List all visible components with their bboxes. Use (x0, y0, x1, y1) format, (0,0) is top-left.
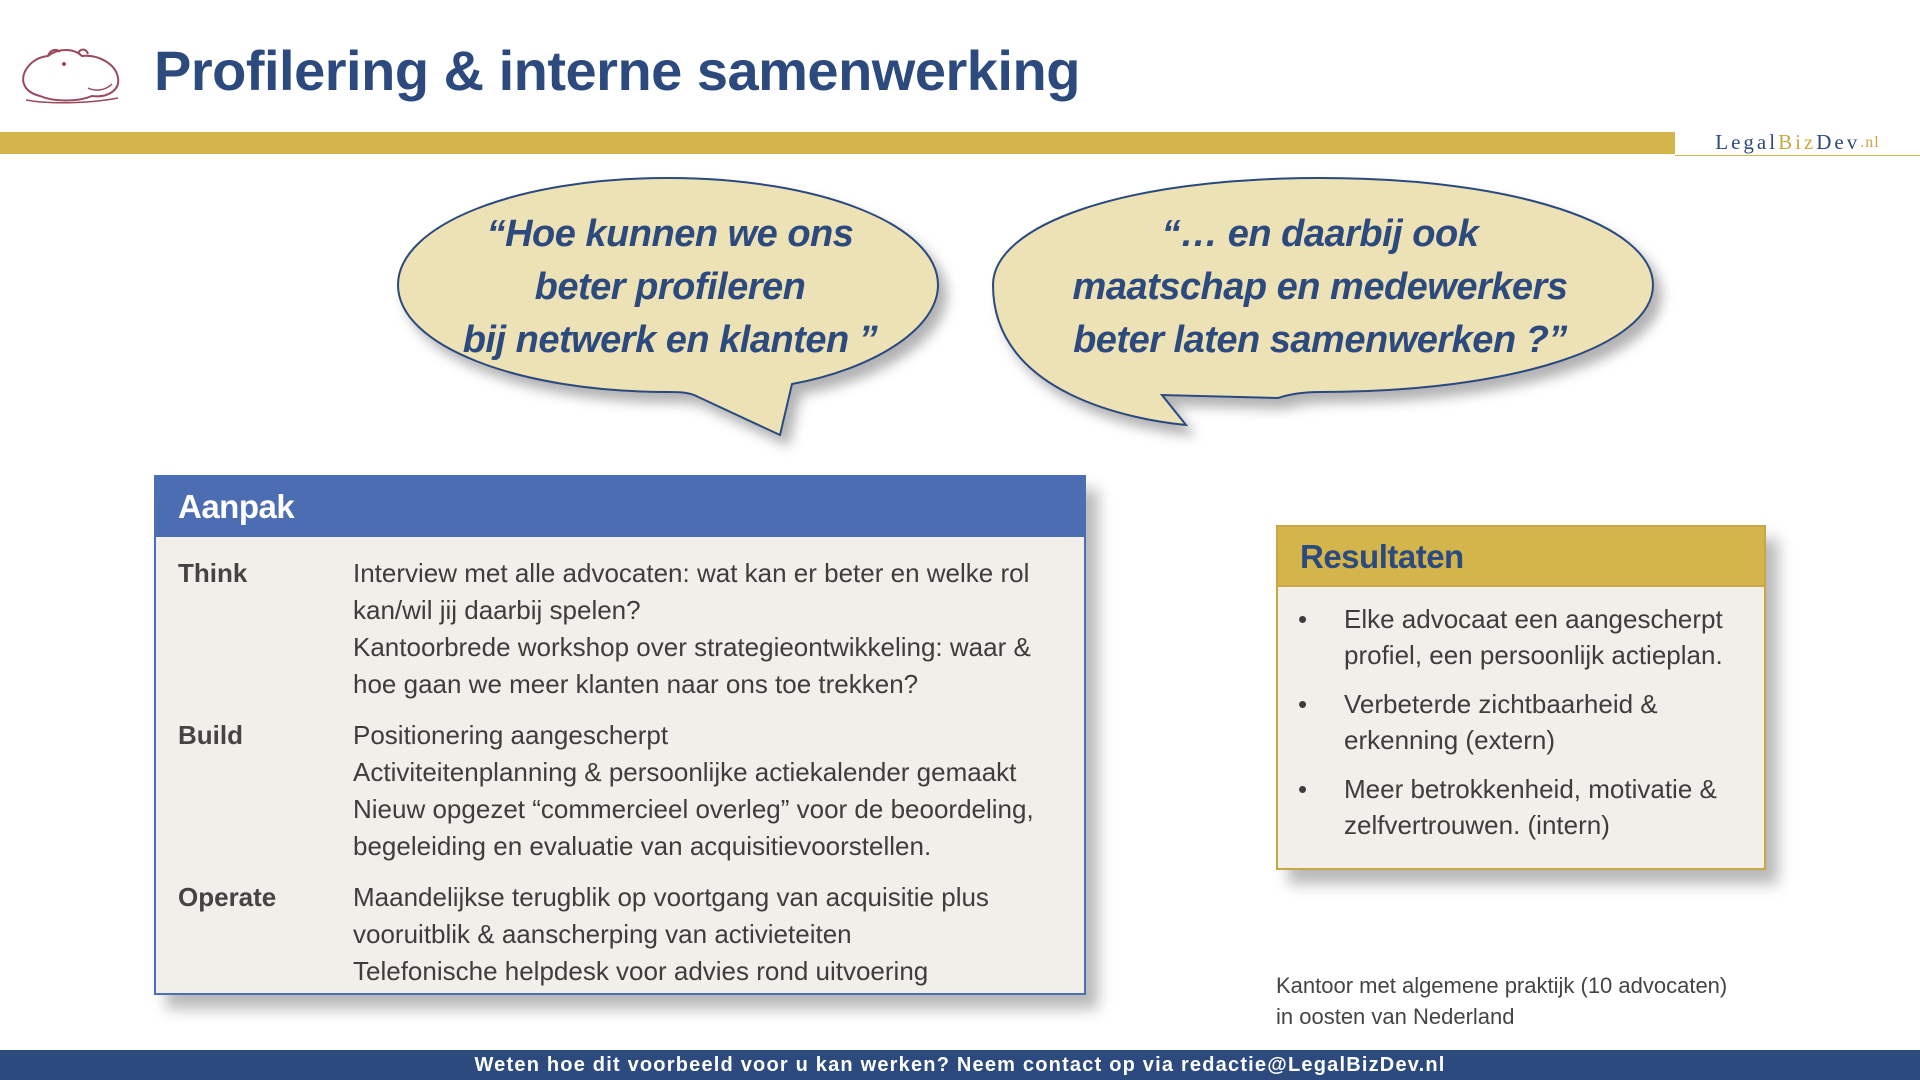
result-item (1298, 771, 1746, 843)
results-title: Resultaten (1278, 527, 1764, 587)
contact-footer: Weten hoe dit voorbeeld voor u kan werken? Neem contact op via redactie@LegalBizDev.nl (0, 1050, 1920, 1080)
step-line: kan/wil jij daarbij spelen? (353, 595, 641, 625)
step-label: Operate (178, 882, 277, 912)
brand-part-tld: .nl (1860, 133, 1880, 151)
step-label: Build (178, 720, 243, 750)
brand-part-legal: Legal (1715, 130, 1779, 154)
speech-bubble-left-text (420, 208, 920, 367)
step-line: Telefonische helpdesk voor advies rond uitvoering (353, 956, 929, 986)
footnote-line: Kantoor met algemene praktijk (10 advocaten) (1276, 973, 1728, 998)
result-item (1298, 601, 1746, 673)
result-line: Meer betrokkenheid, motivatie & (1344, 774, 1717, 804)
bubble-left-line: bij netwerk en klanten ” (462, 319, 878, 361)
step-line: begeleiding en evaluatie van acquisitievoorstellen. (353, 831, 932, 861)
bubble-left-line: beter profileren (534, 266, 806, 308)
bullet-icon: • (1298, 689, 1308, 719)
approach-panel (154, 475, 1086, 995)
brand-part-biz: Biz (1778, 130, 1817, 154)
step-line: Nieuw opgezet “commercieel overleg” voor de beoordeling, (353, 794, 1034, 824)
speech-bubble-right-text (1020, 208, 1620, 367)
result-line: zelfvertrouwen. (intern) (1344, 810, 1610, 840)
step-label: Think (178, 558, 248, 588)
footnote-line: in oosten van Nederland (1276, 1004, 1515, 1029)
page-title: Profilering & interne samenwerking (154, 39, 1080, 102)
step-line: Interview met alle advocaten: wat kan er beter en welke rol (353, 558, 1030, 588)
brand-part-dev: Dev (1816, 130, 1861, 154)
result-item (1298, 686, 1746, 758)
result-line: Verbeterde zichtbaarheid & (1344, 689, 1658, 719)
bubble-left-line: “Hoe kunnen we ons (486, 213, 854, 255)
brand-logo (1675, 130, 1920, 156)
step-line: vooruitblik & aanscherping van activieteiten (353, 919, 852, 949)
bubble-right-line: maatschap en medewerkers (1072, 266, 1568, 308)
hippo-logo-icon (18, 44, 122, 106)
step-think (178, 555, 1062, 703)
results-panel (1276, 525, 1766, 870)
step-line: Kantoorbrede workshop over strategieontwikkeling: waar & (353, 632, 1031, 662)
result-line: profiel, een persoonlijk actieplan. (1344, 640, 1723, 670)
bubble-right-line: “… en daarbij ook (1161, 213, 1479, 255)
result-line: erkenning (extern) (1344, 725, 1555, 755)
bubble-right-line: beter laten samenwerken ?” (1073, 319, 1567, 361)
result-line: Elke advocaat een aangescherpt (1344, 604, 1723, 634)
case-footnote (1276, 970, 1727, 1032)
approach-title: Aanpak (156, 477, 1084, 537)
step-line: Maandelijkse terugblik op voortgang van acquisitie plus (353, 882, 989, 912)
step-build (178, 717, 1062, 865)
step-line: Positionering aangescherpt (353, 720, 669, 750)
header-divider (0, 132, 1675, 154)
step-operate (178, 879, 1062, 990)
step-line: Activiteitenplanning & persoonlijke actiekalender gemaakt (353, 757, 1017, 787)
step-line: hoe gaan we meer klanten naar ons toe trekken? (353, 669, 919, 699)
bullet-icon: • (1298, 604, 1308, 634)
bullet-icon: • (1298, 774, 1308, 804)
